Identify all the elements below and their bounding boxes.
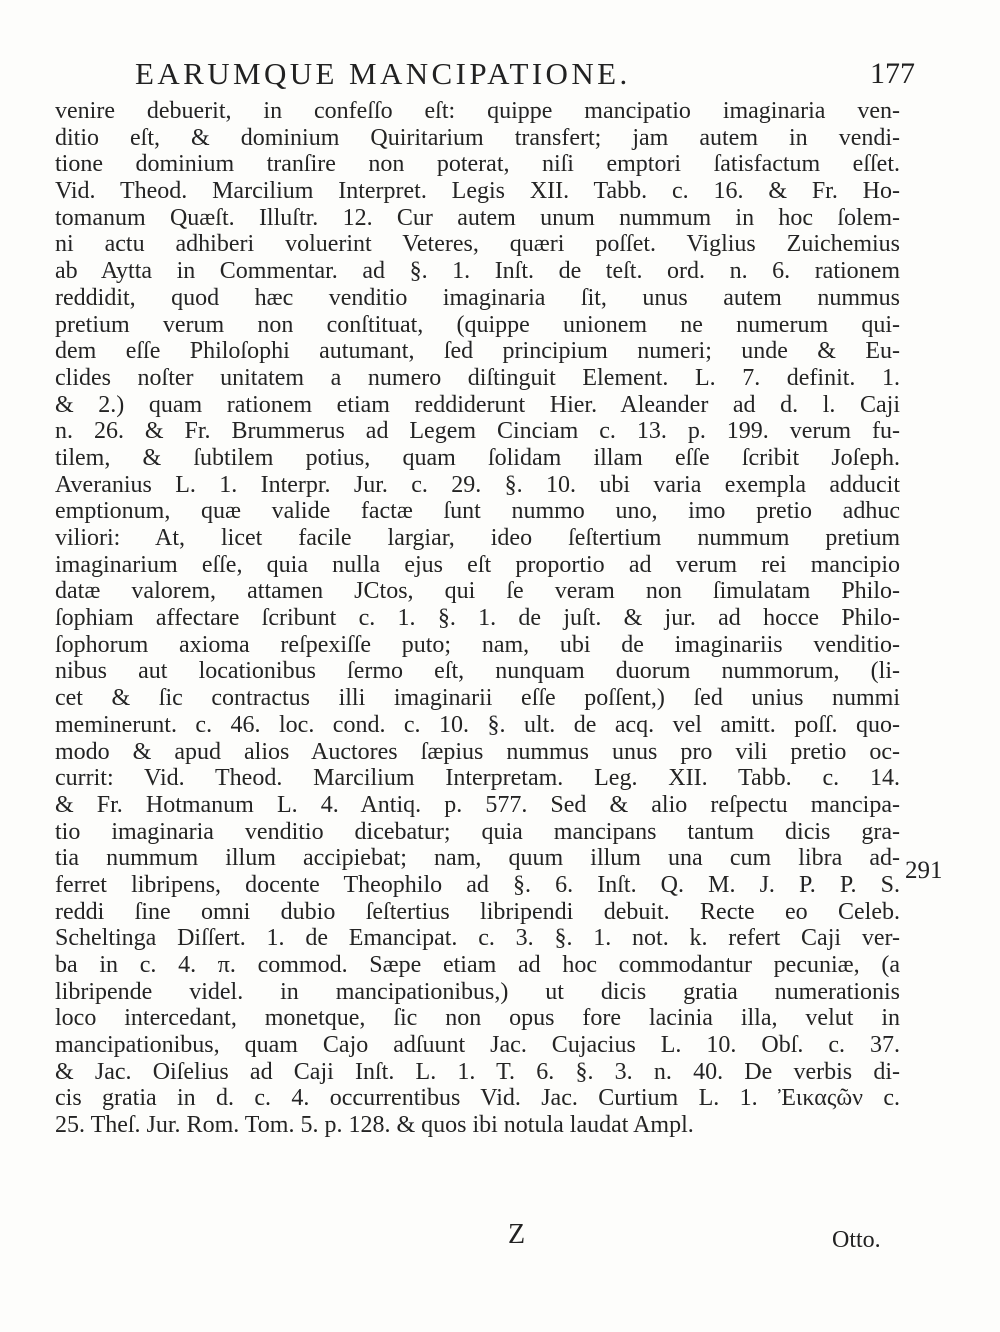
text-line: emptionum, quæ valide factæ ſunt nummo uno, imo pretio adhuc — [55, 498, 900, 525]
text-line: loco intercedant, monetque, ſic non opus fore lacinia illa, velut in — [55, 1005, 900, 1032]
text-line: Averanius L. 1. Interpr. Jur. c. 29. §. 10. ubi varia exempla adducit — [55, 471, 900, 498]
text-line: & Jac. Oiſelius ad Caji Inſt. L. 1. T. 6. §. 3. n. 40. De verbis di- — [55, 1058, 900, 1085]
text-line: meminerunt. c. 46. loc. cond. c. 10. §. ult. de acq. vel amitt. poſſ. quo- — [55, 711, 900, 738]
text-line: modo & apud alios Auctores ſæpius nummus unus pro vili pretio oc- — [55, 738, 900, 765]
text-line: tilem, & ſubtilem potius, quam ſolidam illam eſſe ſcribit Joſeph. — [55, 444, 900, 471]
text-line: cet & ſic contractus illi imaginarii eſſe poſſent,) ſed unius nummi — [55, 685, 900, 712]
text-line: imaginarium eſſe, quia nulla ejus eſt proportio ad verum rei mancipio — [55, 551, 900, 578]
text-line: reddi ſine omni dubio ſeſtertius libripendi debuit. Recte eo Celeb. — [55, 898, 900, 925]
running-head — [135, 54, 915, 94]
margin-note: 291 — [905, 857, 943, 884]
text-line: tia nummum illum accipiebat; nam, quum illum una cum libra ad- — [55, 845, 900, 872]
text-line: viliori: At, licet facile largiar, ideo ſeſtertium nummum pretium — [55, 525, 900, 551]
page-number: 177 — [870, 57, 915, 90]
text-line: & 2.) quam rationem etiam reddiderunt Hier. Aleander ad d. l. Caji — [55, 391, 900, 418]
signature-mark: Z — [508, 1219, 526, 1250]
text-line: dem eſſe Philoſophi autumant, ſed principium numeri; unde & Eu- — [55, 338, 900, 365]
text-line: currit: Vid. Theod. Marcilium Interpretam. Leg. XII. Tabb. c. 14. — [55, 765, 900, 792]
text-line: ſophorum axioma reſpexiſſe puto; nam, ubi de imaginariis venditio- — [55, 631, 900, 658]
text-line: 25. Theſ. Jur. Rom. Tom. 5. p. 128. & quos ibi notula laudat Ampl. — [55, 1112, 694, 1139]
text-line: ni actu adhiberi voluerint Veteres, quæri poſſet. Viglius Zuichemius — [55, 231, 900, 258]
text-line: datæ valorem, attamen JCtos, qui ſe veram non ſimulatam Philo- — [55, 578, 900, 605]
text-line: tione dominium tranſire non poterat, niſi emptori ſatisfactum eſſet. — [55, 151, 900, 178]
text-line: ab Aytta in Commentar. ad §. 1. Inſt. de teſt. ord. n. 6. rationem — [55, 258, 900, 285]
text-line: tomanum Quæſt. Illuſtr. 12. Cur autem unum nummum in hoc ſolem- — [55, 204, 900, 231]
body-text — [55, 98, 900, 1139]
text-line: & Fr. Hotmanum L. 4. Antiq. p. 577. Sed & alio reſpectu mancipa- — [55, 791, 900, 818]
text-line: clides noſter unitatem a numero diſtinguit Element. L. 7. definit. 1. — [55, 364, 900, 391]
catchword: Otto. — [832, 1227, 881, 1253]
text-line: Scheltinga Diſſert. 1. de Emancipat. c. 3. §. 1. not. k. refert Caji ver- — [55, 925, 900, 952]
text-line: Vid. Theod. Marcilium Interpret. Legis XII. Tabb. c. 16. & Fr. Ho- — [55, 178, 900, 205]
text-line: mancipationibus, quam Cajo adſuunt Jac. Cujacius L. 10. Obſ. c. 37. — [55, 1032, 900, 1059]
text-line: tio imaginaria venditio dicebatur; quia mancipans tantum dicis gra- — [55, 818, 900, 845]
text-line: ferret libripens, docente Theophilo ad §. 6. Inſt. Q. M. J. P. P. S. — [55, 871, 900, 898]
text-line: reddidit, quod hæc venditio imaginaria ſit, unus autem nummus — [55, 284, 900, 311]
text-line: pretium verum non conſtituat, (quippe unionem ne numerum qui- — [55, 311, 900, 338]
text-line: ſophiam affectare ſcribunt c. 1. §. 1. de juſt. & jur. ad hocce Philo- — [55, 605, 900, 632]
text-line: ditio eſt, & dominium Quiritarium transfert; jam autem in vendi- — [55, 124, 900, 151]
text-line: nibus aut locationibus ſermo eſt, nunquam duorum nummorum, (li- — [55, 658, 900, 685]
running-title: EARUMQUE MANCIPATIONE. — [135, 56, 631, 91]
text-line: libripende videl. in mancipationibus,) ut dicis gratia numerationis — [55, 978, 900, 1005]
text-line: ba in c. 4. π. commod. Sæpe etiam ad hoc commodantur pecuniæ, (a — [55, 952, 900, 978]
text-line: n. 26. & Fr. Brummerus ad Legem Cinciam c. 13. p. 199. verum fu- — [55, 418, 900, 445]
text-line: venire debuerit, in confeſſo eſt: quippe mancipatio imaginaria ven- — [55, 98, 900, 124]
text-line: cis gratia in d. c. 4. occurrentibus Vid. Jac. Curtium L. 1. Ἐικαςῶν c. — [55, 1085, 900, 1112]
